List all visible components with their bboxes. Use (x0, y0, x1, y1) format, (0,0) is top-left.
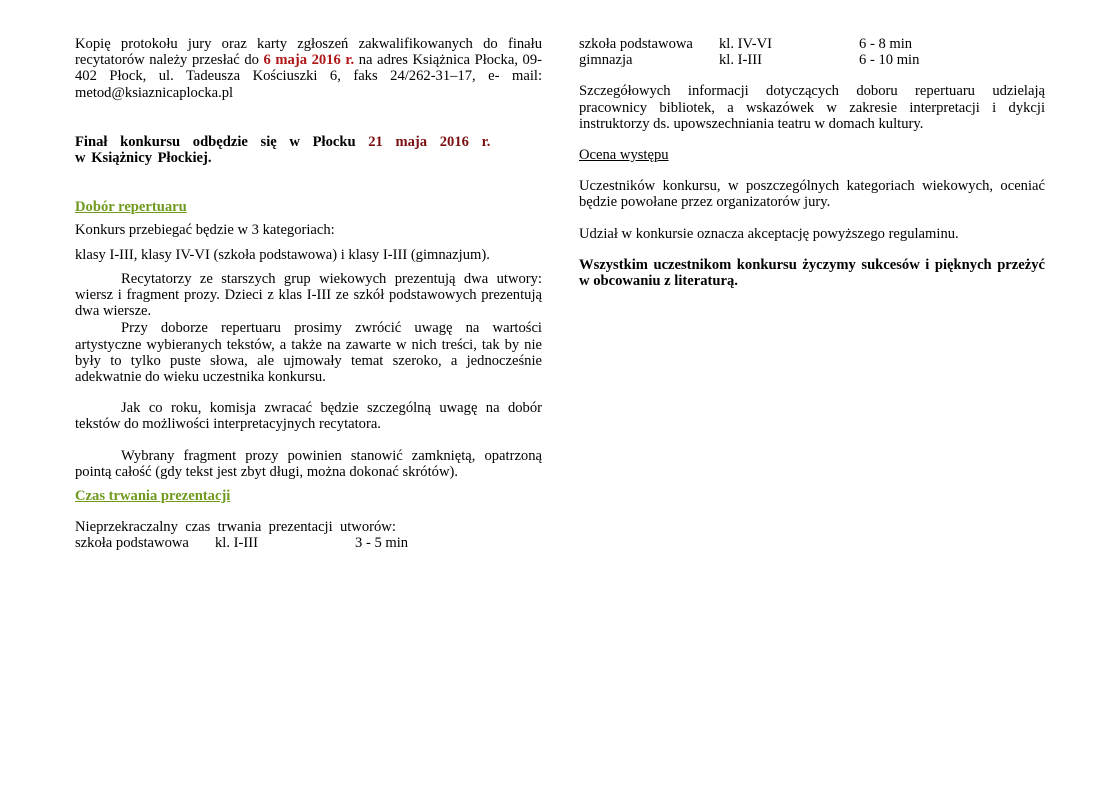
acceptance-para: Udział w konkursie oznacza akceptację powyższego regulaminu. (579, 225, 959, 242)
final-announcement (75, 134, 542, 166)
duration-row (75, 535, 542, 551)
heading-repertoire: Dobór repertuaru (75, 199, 187, 216)
deadline-date: 6 maja 2016 r. (263, 52, 355, 69)
duration-row (579, 36, 1045, 52)
right-column (579, 36, 1045, 289)
info-paragraph: Szczegółowych informacji dotyczących doboru repertuaru udzielają pracownicy bibliotek, a wskazówek w zakresie interpretacji i dykcji instruktorzy ds. upowszechniania teatru w domach kultury. (579, 83, 1045, 132)
categories-intro: Konkurs przebiegać będzie w 3 kategoriach: (75, 222, 335, 239)
school-type: szkoła podstawowa (75, 535, 189, 552)
final-date: 21 maja 2016 r. (368, 133, 491, 150)
final-text: Finał konkursu odbędzie się w Płocku (75, 133, 369, 150)
repertoire-para-1: Recytatorzy ze starszych grup wiekowych prezentują dwa utwory: wiersz i fragment prozy. Dzieci z klas I-III ze szkół podstawowych prezentują dwa wiersze. (75, 270, 542, 320)
repertoire-para-3: Jak co roku, komisja zwracać będzie szczególną uwagę na dobór tekstów do możliwości interpretacyjnych recytatora. (75, 400, 542, 433)
duration-row (579, 52, 1045, 68)
intro-address: na adres Książnica Płocka, 09-402 Płock, ul. Tadeusza Kościuszki 6, faks 24/262-31–17, e- mail: metod@ksiaznicaplocka.pl (75, 52, 543, 101)
heading-duration: Czas trwania prezentacji (75, 488, 231, 505)
intro-paragraph (75, 36, 542, 101)
school-type: gimnazja (579, 52, 633, 69)
school-type: szkoła podstawowa (579, 36, 693, 52)
grade-range: kl. IV-VI (719, 36, 772, 52)
repertoire-para-2: Przy doborze repertuaru prosimy zwrócić uwagę na wartości artystyczne wybieranych tekstów, a także na zawarte w nich treści, tak by nie były to tylko puste słowa, ale ujmowały temat szeroko, a jednocześnie adekwatnie do wieku uczestnika konkursu. (75, 320, 542, 386)
final-venue: w Książnicy Płockiej. (75, 150, 212, 167)
time-range: 6 - 10 min (859, 52, 920, 69)
time-range: 3 - 5 min (355, 535, 409, 552)
intro-text: Kopię protokołu jury oraz karty zgłoszeń zakwalifikowanych do finału recytatorów należy przesłać do (75, 36, 542, 69)
closing-wishes: Wszystkim uczestnikom konkursu życzymy sukcesów i pięknych przeżyć w obcowaniu z literaturą. (579, 256, 1045, 290)
duration-intro: Nieprzekraczalny czas trwania prezentacji utworów: (75, 519, 396, 536)
heading-evaluation: Ocena występu (579, 147, 669, 164)
time-range: 6 - 8 min (859, 36, 913, 52)
left-column (75, 36, 542, 552)
categories-list: klasy I-III, klasy IV-VI (szkoła podstawowa) i klasy I-III (gimnazjum). (75, 246, 490, 263)
grade-range: kl. I-III (719, 52, 762, 69)
evaluation-para: Uczestników konkursu, w poszczególnych kategoriach wiekowych, oceniać będzie powołane przez organizatorów jury. (579, 178, 1045, 211)
repertoire-para-4: Wybrany fragment prozy powinien stanowić zamkniętą, opatrzoną pointą całość (gdy tekst jest zbyt długi, można dokonać skrótów). (75, 447, 542, 480)
grade-range: kl. I-III (215, 535, 258, 552)
